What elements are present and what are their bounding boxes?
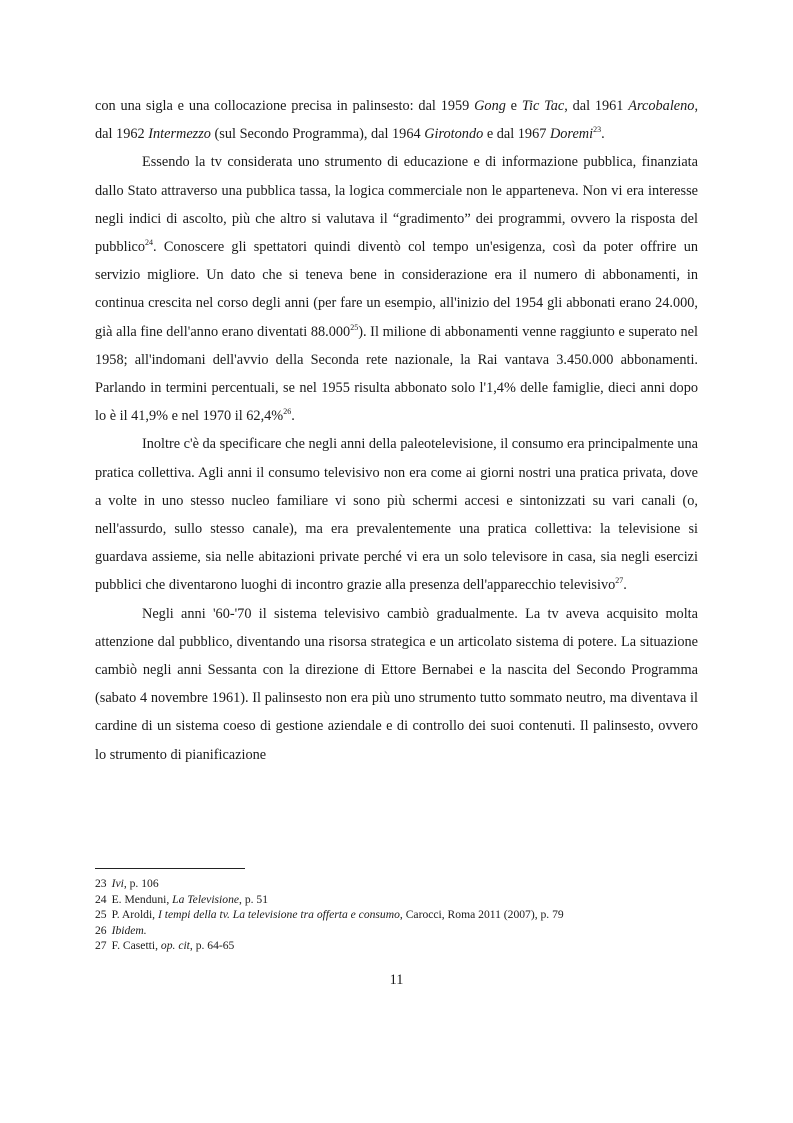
footnote (95, 938, 698, 954)
page-number: 11 (389, 972, 404, 988)
text-run: , p. 64-65 (189, 939, 235, 953)
text-run: Inoltre c'è da specificare che negli anni della paleotelevisione, il consumo era principalmente una pratica collettiva. Agli anni il consumo televisivo non era come ai giorni nostri una pratica privata, dove a volte in uno stesso nucleo familiare vi sono più schermi accesi e sintonizzati su vari canali (o, nell'assurdo, sullo stesso canale), ma era prevalentemente una pratica collettiva: la televisione si guardava assieme, sia nelle abitazioni private perché vi era un solo televisore in casa, sia negli esercizi pubblici che diventarono luoghi di incontro grazie alla presenza dell'apparecchio televisivo (95, 436, 698, 594)
italic-text: I tempi della tv. La televisione tra offerta e consumo (157, 908, 400, 922)
paragraph (95, 430, 698, 599)
footnote-ref: 23 (593, 125, 602, 135)
footnote-number: 24 (95, 892, 107, 906)
italic-text: Doremi (549, 126, 594, 143)
italic-text: Intermezzo (148, 126, 211, 143)
text-run: . (601, 126, 605, 143)
footnote-number: 25 (95, 908, 107, 922)
text-run: Negli anni '60-'70 il sistema televisivo cambiò gradualmente. La tv aveva acquisito molta attenzione dal pubblico, diventando una risorsa strategica e un articolato sistema di potere. La situazione cambiò negli anni Sessanta con la direzione di Ettore Bernabei e la nascita del Secondo Programma (sabato 4 novembre 1961). Il palinsesto non era più uno strumento tutto sommato neutro, ma diventava il cardine di un sistema coeso di gestione aziendale e di controllo dei suoi contenuti. Il palinsesto, ovvero lo strumento di pianificazione (95, 605, 698, 763)
footnote (95, 907, 698, 923)
body-text (95, 92, 698, 769)
footnote-separator (95, 868, 245, 869)
footnote-ref: 25 (350, 322, 359, 332)
text-run: , Carocci, Roma 2011 (2007), p. 79 (399, 908, 564, 922)
text-run: , dal 1962 (95, 98, 699, 143)
italic-text: La Televisione (172, 892, 240, 906)
text-run: con una sigla e una collocazione precisa in palinsesto: dal 1959 (95, 98, 475, 114)
italic-text: Girotondo (424, 126, 484, 143)
paragraph (95, 148, 698, 430)
document-page (95, 92, 698, 769)
text-run: Essendo la tv considerata uno strumento di educazione e di informazione pubblica, finanziata dallo Stato attraverso una pubblica tassa, la logica commerciale non le apparteneva. Non vi era interesse negli indici di ascolto, più che altro si valutava il “gradimento” dei programmi, ovvero la risposta del pubblico (95, 154, 698, 256)
text-run: E. Menduni, (111, 892, 173, 906)
footnote (95, 876, 698, 892)
text-run: ). Il milione di abbonamenti venne raggiunto e superato nel 1958; all'indomani dell'avvio della Seconda rete nazionale, la Rai vantava 3.450.000 abbonamenti. Parlando in termini percentuali, se nel 1955 risulta abbonato solo l'1,4% delle famiglie, dieci anni dopo lo è il 41,9% e nel 1970 il 62,4% (95, 323, 699, 425)
text-run: P. Aroldi, (111, 908, 158, 922)
text-run: , p. 106 (123, 877, 159, 890)
paragraph (95, 600, 698, 769)
text-run: . (623, 577, 627, 594)
italic-text: Ivi (111, 877, 124, 890)
text-run: . Conoscere gli spettatori quindi diventò col tempo un'esigenza, così da poter offrire un servizio migliore. Un dato che si teneva bene in considerazione era il numero di abbonamenti, in continua crescita nel corso degli anni (per fare un esempio, all'inizio del 1954 gli abbonati erano 24.000, già alla fine dell'anno erano diventati 88.000 (95, 239, 698, 340)
italic-text: Arcobaleno (628, 98, 695, 114)
footnote-number: 26 (95, 923, 107, 937)
text-run: , p. 51 (239, 892, 269, 906)
footnote-ref: 27 (615, 576, 624, 586)
italic-text: Tic Tac (521, 98, 565, 114)
text-run: , dal 1961 (564, 98, 629, 114)
text-run: e (505, 98, 522, 114)
italic-text: Ibidem. (111, 923, 147, 937)
italic-text: op. cit (160, 939, 190, 953)
footnote (95, 923, 698, 939)
text-run: F. Casetti, (111, 939, 161, 953)
italic-text: Gong (474, 98, 506, 114)
footnotes (95, 876, 698, 954)
footnote-ref: 24 (145, 238, 154, 248)
footnote-ref: 26 (283, 407, 292, 417)
footnote (95, 892, 698, 908)
text-run: (sul Secondo Programma), dal 1964 (210, 126, 425, 143)
paragraph (95, 92, 698, 148)
footnote-number: 23 (95, 877, 107, 890)
text-run: e dal 1967 (483, 126, 550, 143)
footnote-number: 27 (95, 939, 107, 953)
text-run: . (291, 408, 295, 425)
